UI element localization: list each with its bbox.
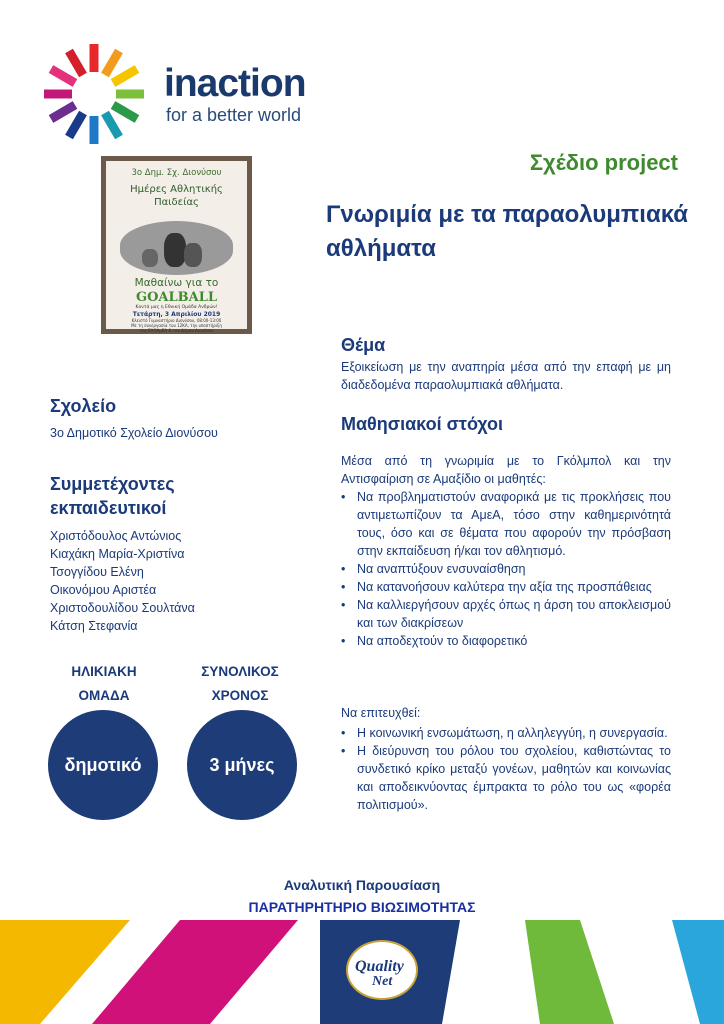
stripe-cyan bbox=[672, 920, 724, 1024]
theme-text: Εξοικείωση με την αναπηρία μέσα από την επαφή με μη διαδεδομένα παραολυμπιακά αθλήματα. bbox=[341, 360, 671, 392]
qualitynet-logo bbox=[346, 940, 418, 1000]
poster-photo bbox=[120, 221, 233, 275]
poster-line-days: Ημέρες Αθλητικής bbox=[130, 184, 223, 195]
poster-line-goalball: GOALBALL bbox=[135, 290, 217, 305]
logo-wordmark bbox=[164, 64, 306, 103]
age-group-badge: δημοτικό bbox=[48, 710, 158, 820]
age-group-caption-line1: ΗΛΙΚΙΑΚΗ bbox=[71, 664, 137, 679]
poster-line-support: της ΕΑΟΑμΕΑ & του Δήμου Διονύσου bbox=[139, 328, 214, 333]
school-heading: Σχολείο bbox=[50, 396, 117, 416]
teacher-name: Τσογγίδου Ελένη bbox=[50, 565, 144, 579]
poster-content bbox=[106, 161, 247, 333]
poster-line-learn: Μαθαίνω για το bbox=[134, 277, 219, 289]
qualitynet-word-net: Net bbox=[372, 974, 393, 989]
teacher-name: Χριστοδουλίδου Σουλτάνα bbox=[50, 601, 195, 615]
duration-caption bbox=[180, 660, 300, 708]
achieve-heading: Να επιτευχθεί: bbox=[341, 706, 421, 720]
page-title: Γνωριμία με τα παραολυμπιακά αθλήματα bbox=[326, 201, 689, 262]
age-group-caption bbox=[44, 660, 164, 708]
poster-line-school: 3ο Δημ. Σχ. Διονύσου bbox=[131, 168, 222, 178]
list-item: • Η διεύρυνση του ρόλου του σχολείου, καθιστώντας το συνδετικό κρίκο μεταξύ γονέων, μαθητών και κοινωνίας και αποδεικνύοντας έμπρακτα το ρόλο του ως «φορέα πολιτισμού». bbox=[341, 742, 671, 814]
footer-sustainability-observatory: ΠΑΡΑΤΗΡΗΤΗΡΙΟ ΒΙΩΣΙΜΟΤΗΤΑΣ bbox=[248, 899, 476, 915]
list-item: • Να κατανοήσουν καλύτερα την αξία της προσπάθειας bbox=[341, 578, 671, 596]
achieve-list bbox=[341, 724, 671, 814]
list-item: • Να αναπτύξουν ενσυναίσθηση bbox=[341, 560, 671, 578]
teachers-list bbox=[50, 527, 195, 635]
teacher-name: Κιαχάκη Μαρία-Χριστίνα bbox=[50, 547, 185, 561]
teacher-name: Χριστόδουλος Αντώνιος bbox=[50, 529, 182, 543]
stripe-green bbox=[525, 920, 614, 1024]
project-label: Σχέδιο project bbox=[529, 150, 678, 175]
logo-tagline: for a better world bbox=[166, 105, 302, 125]
logo-word-action: action bbox=[196, 62, 306, 105]
duration-caption-line2: ΧΡΟΝΟΣ bbox=[211, 688, 269, 703]
sunburst-icon bbox=[38, 36, 158, 146]
goalball-poster bbox=[101, 156, 252, 334]
list-item: • Να αποδεχτούν το διαφορετικό bbox=[341, 632, 671, 650]
poster-line-venue: Κλειστό Γυμναστήριο Διονύσου, 08:00-13:00 bbox=[131, 318, 222, 323]
list-item: • Να προβληματιστούν αναφορικά με τις προκλήσεις που αντιμετωπίζουν τα ΑμεΑ, τόσο στην καθημερινότητά τους, όσο και σε θέματα που αφορούν την πρόσβαση στην εκπαίδευση ή/και τον αθλητισμό. bbox=[341, 488, 671, 560]
learning-goals-heading: Μαθησιακοί στόχοι bbox=[341, 414, 503, 434]
learning-goals-list bbox=[341, 488, 671, 650]
teacher-name: Κάτση Στεφανία bbox=[50, 619, 138, 633]
duration-badge: 3 μήνες bbox=[187, 710, 297, 820]
list-item: • Η κοινωνική ενσωμάτωση, η αλληλεγγύη, η συνεργασία. bbox=[341, 724, 671, 742]
inaction-logo bbox=[38, 36, 338, 146]
poster-line-cooperation: Με τη συνεργασία του 12ΚΑ, την υποστήριξη bbox=[131, 323, 222, 328]
school-name: 3ο Δημοτικό Σχολείο Διονύσου bbox=[50, 426, 218, 440]
duration-caption-line1: ΣΥΝΟΛΙΚΟΣ bbox=[201, 664, 279, 679]
footer-detailed-presentation: Αναλυτική Παρουσίαση bbox=[283, 877, 441, 893]
teachers-heading: Συμμετέχοντες εκπαιδευτικοί bbox=[50, 474, 175, 518]
poster-line-education: Παιδείας bbox=[154, 197, 199, 208]
list-item: • Να καλλιεργήσουν αρχές όπως η άρση του αποκλεισμού και των διακρίσεων bbox=[341, 596, 671, 632]
stripe-magenta bbox=[92, 920, 298, 1024]
qualitynet-word-quality: Quality bbox=[355, 958, 404, 975]
poster-line-team: Κοντά μας η Εθνική Ομάδα Ανδρών! bbox=[135, 305, 218, 310]
learning-goals-intro: Μέσα από τη γνωριμία με το Γκόλμπολ και την Αντισφαίριση σε Αμαξίδιο οι μαθητές: bbox=[341, 454, 671, 486]
age-group-caption-line2: ΟΜΑΔΑ bbox=[78, 688, 130, 703]
poster-line-date: Τετάρτη, 3 Απριλίου 2019 bbox=[132, 311, 221, 318]
logo-word-in: in bbox=[164, 62, 197, 105]
teacher-name: Οικονόμου Αριστέα bbox=[50, 583, 157, 597]
theme-heading: Θέμα bbox=[341, 335, 386, 355]
